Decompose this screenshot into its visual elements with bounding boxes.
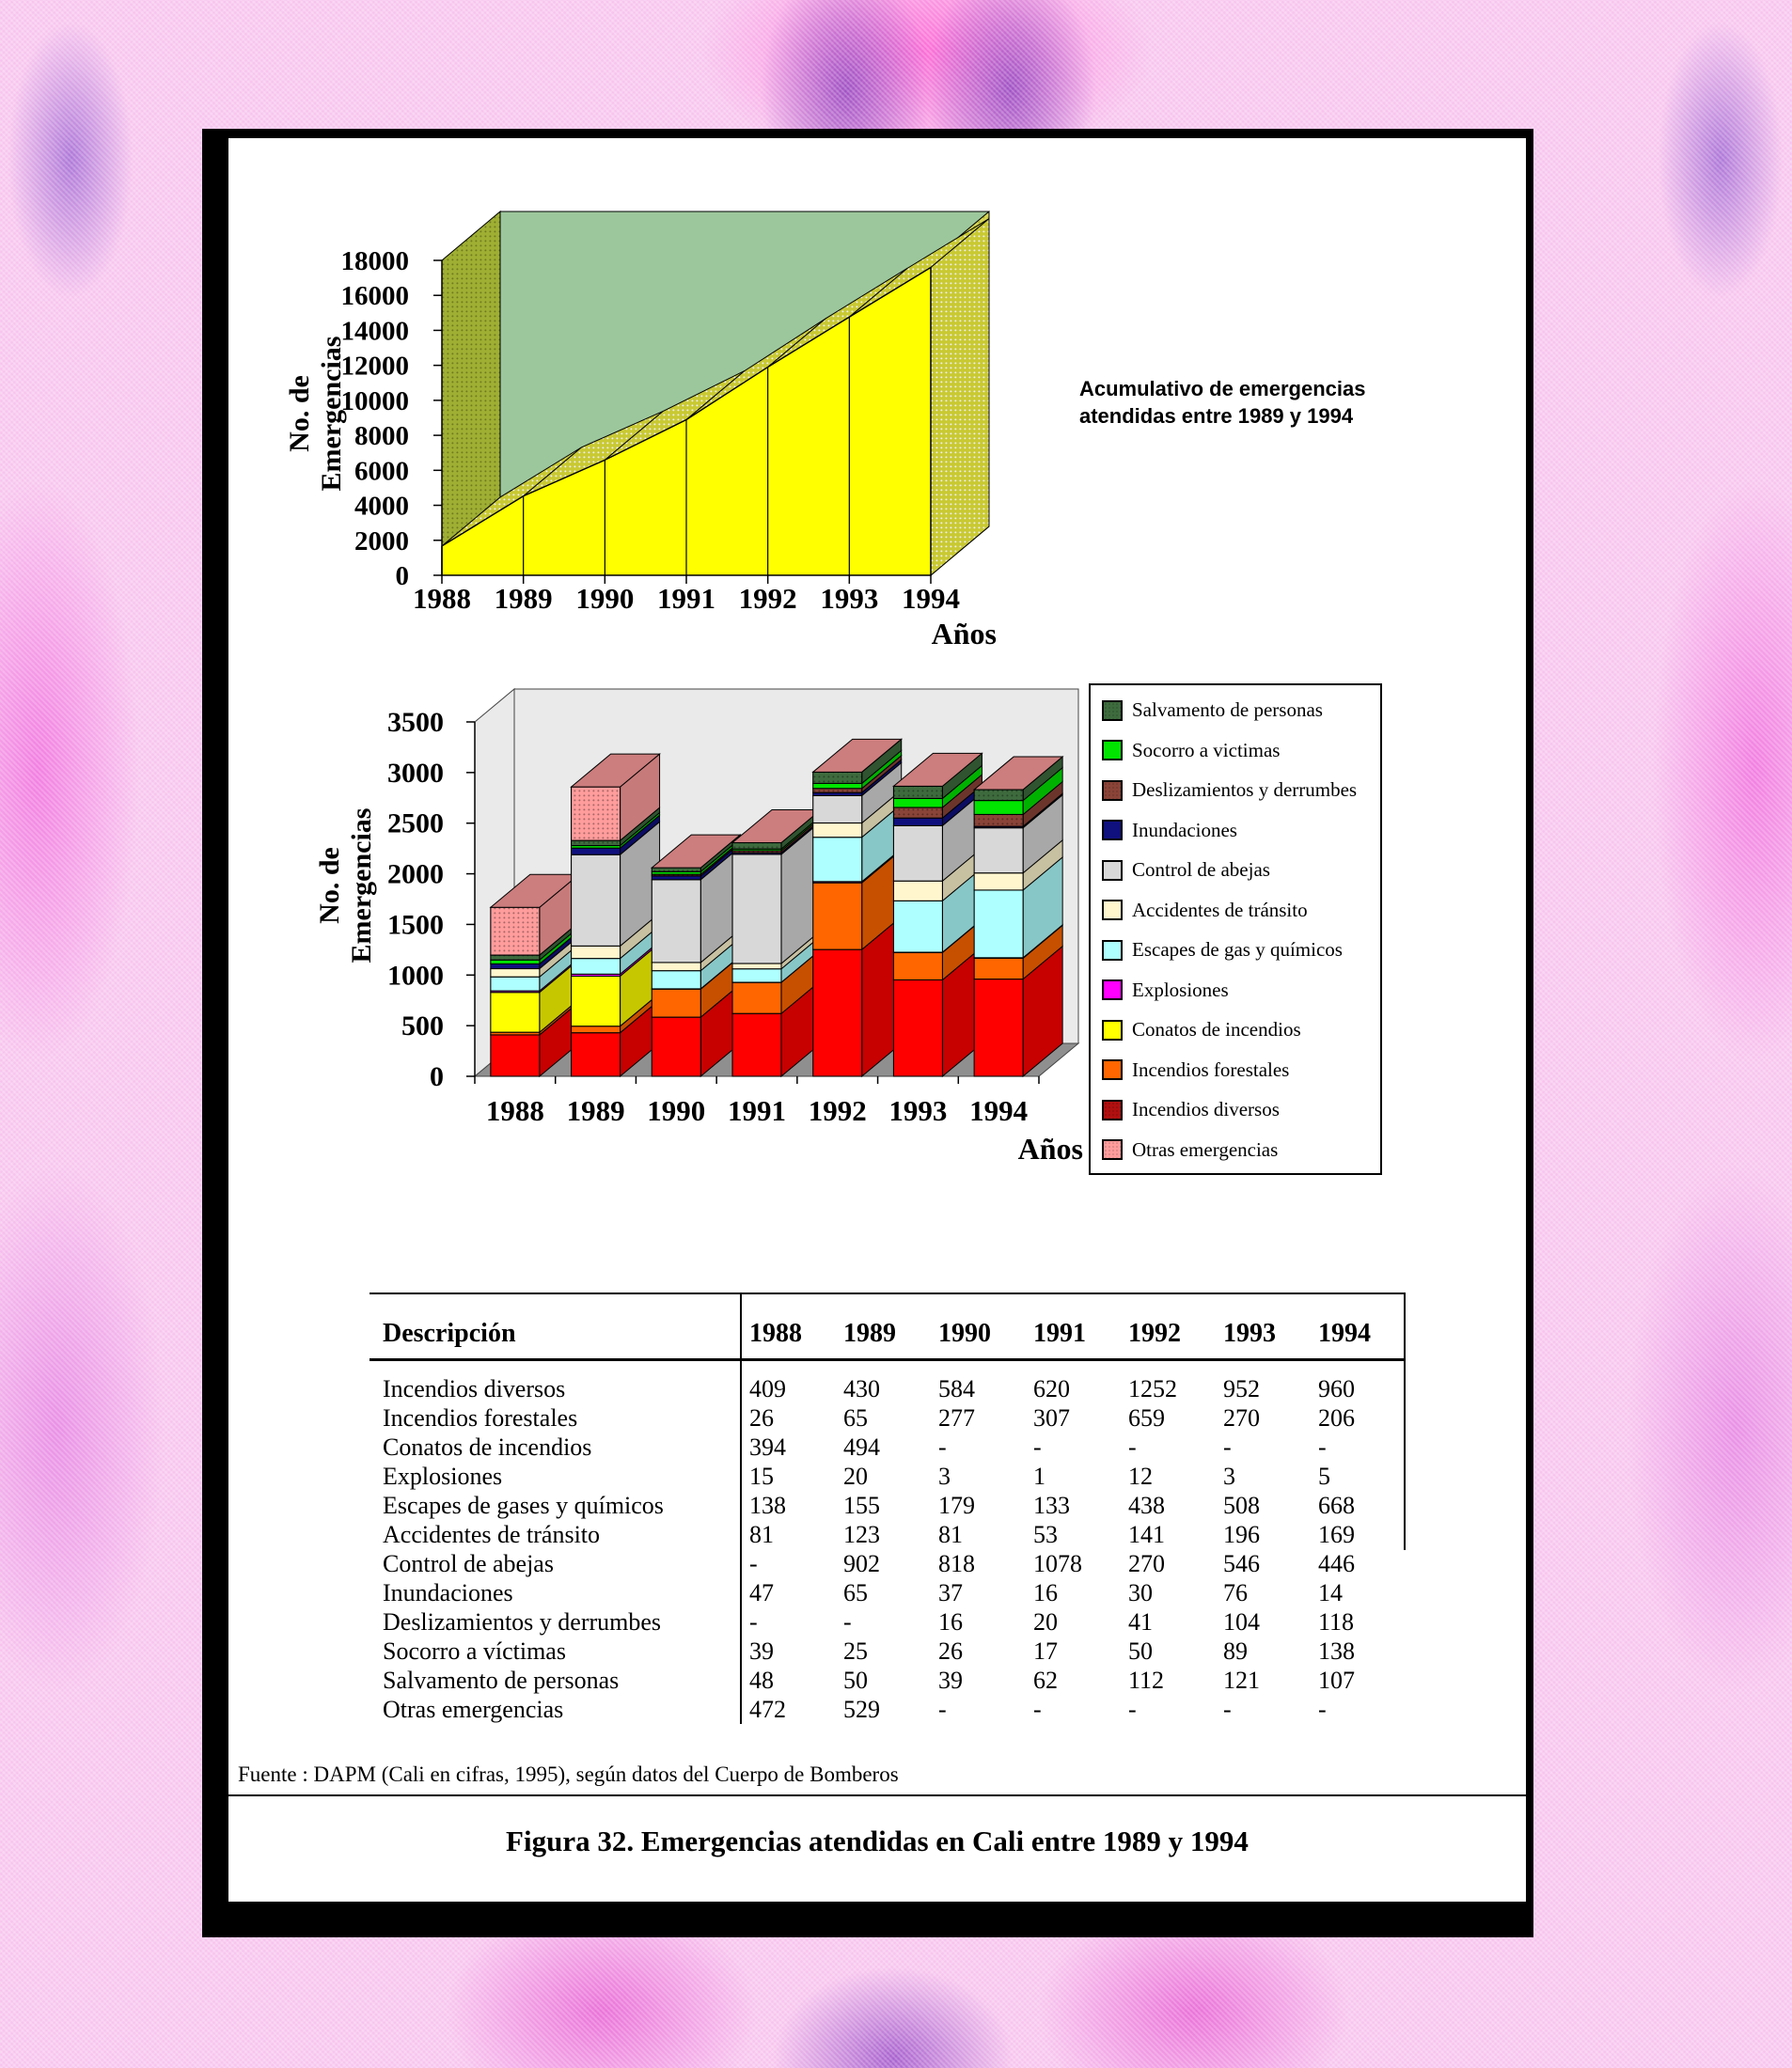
table-row-label: Incendios forestales [369, 1403, 741, 1433]
bar-1993 [893, 753, 982, 1076]
table-header-cell: 1993 [1216, 1293, 1311, 1360]
svg-text:1992: 1992 [738, 582, 797, 615]
table-row-label: Incendios diversos [369, 1374, 741, 1403]
svg-text:0: 0 [430, 1061, 444, 1092]
table-row-label: Control de abejas [369, 1549, 741, 1578]
table-row-label: Deslizamientos y derrumbes [369, 1607, 741, 1637]
legend-item [1102, 899, 1375, 922]
svg-text:1990: 1990 [575, 582, 635, 615]
legend-label: Conatos de incendios [1132, 1018, 1301, 1042]
legend-swatch-icon [1102, 1100, 1123, 1120]
legend-label: Socorro a victimas [1132, 738, 1281, 761]
legend-label: Salvamento de personas [1132, 698, 1323, 721]
table-cell: 1 [1033, 1462, 1045, 1490]
svg-text:0: 0 [395, 561, 409, 591]
svg-text:Años: Años [931, 617, 997, 650]
legend-swatch-icon [1102, 700, 1123, 721]
table-cell: 37 [938, 1578, 963, 1606]
table-cell: 112 [1128, 1666, 1165, 1694]
table-cell: 65 [843, 1403, 868, 1432]
legend-label: Incendios diversos [1132, 1098, 1280, 1121]
chart-legend [1089, 683, 1382, 1175]
svg-text:8000: 8000 [354, 421, 409, 452]
svg-text:2000: 2000 [354, 525, 409, 556]
table-cell: 818 [938, 1549, 975, 1577]
bar-1990 [652, 835, 740, 1076]
area-chart-ylabel: No. deEmergencias [284, 336, 347, 492]
table-cell: 472 [749, 1695, 786, 1723]
svg-text:16000: 16000 [340, 281, 409, 312]
table-cell: 41 [1128, 1607, 1153, 1636]
table-cell: 16 [1033, 1578, 1058, 1606]
table-cell: 277 [938, 1403, 975, 1432]
table-cell: 81 [938, 1520, 963, 1548]
table-cell: 584 [938, 1374, 975, 1402]
legend-label: Otras emergencias [1132, 1137, 1279, 1161]
legend-label: Explosiones [1132, 978, 1229, 1001]
legend-swatch-icon [1102, 940, 1123, 961]
table-cell: 26 [749, 1403, 774, 1432]
svg-text:1991: 1991 [657, 582, 715, 615]
table-cell: 12 [1128, 1462, 1153, 1490]
table-cell: 47 [749, 1578, 774, 1606]
table-header-cell: 1988 [741, 1293, 836, 1360]
table-cell: 508 [1223, 1491, 1260, 1519]
table-row [369, 1433, 1406, 1462]
table-cell: 196 [1223, 1520, 1260, 1548]
table-row [369, 1666, 1406, 1695]
table-row-label: Explosiones [369, 1462, 741, 1491]
legend-item [1102, 778, 1375, 802]
svg-text:1989: 1989 [494, 582, 553, 615]
table-cell: 3 [938, 1462, 951, 1490]
stacked-bar-chart [282, 639, 1091, 1180]
legend-swatch-icon [1102, 780, 1123, 801]
svg-text:1994: 1994 [969, 1094, 1029, 1127]
svg-text:1500: 1500 [387, 909, 444, 941]
svg-text:1993: 1993 [820, 582, 879, 615]
table-cell: 118 [1318, 1607, 1355, 1636]
table-cell: 659 [1128, 1403, 1165, 1432]
svg-text:2500: 2500 [387, 807, 444, 839]
legend-item [1102, 739, 1375, 762]
table-cell: 26 [938, 1637, 963, 1665]
table-row [369, 1462, 1406, 1491]
table-cell: 76 [1223, 1578, 1248, 1606]
table-cell: 50 [843, 1666, 868, 1694]
legend-item [1102, 1018, 1375, 1042]
table-cell: - [1318, 1695, 1327, 1723]
table-row [369, 1403, 1406, 1433]
bar-1994 [974, 757, 1062, 1076]
table-cell: 902 [843, 1549, 880, 1577]
table-cell: 5 [1318, 1462, 1330, 1490]
table-cell: 960 [1318, 1374, 1355, 1402]
table-row [369, 1520, 1406, 1549]
area-chart-plot [341, 212, 998, 650]
table-header-cell: 1991 [1026, 1293, 1121, 1360]
table-header-cell: 1994 [1311, 1293, 1406, 1360]
svg-text:1993: 1993 [888, 1094, 948, 1127]
legend-swatch-icon [1102, 740, 1123, 760]
svg-text:4000: 4000 [354, 491, 409, 522]
table-cell: 438 [1128, 1491, 1165, 1519]
table-cell: - [749, 1607, 758, 1636]
legend-label: Control de abejas [1132, 858, 1270, 882]
table-cell: 123 [843, 1520, 880, 1548]
legend-swatch-icon [1102, 1059, 1123, 1080]
table-row-label: Conatos de incendios [369, 1433, 741, 1462]
table-cell: - [843, 1607, 852, 1636]
table-cell: 529 [843, 1695, 880, 1723]
table-cell: 270 [1223, 1403, 1260, 1432]
legend-item [1102, 979, 1375, 1002]
figure-caption: Figura 32. Emergencias atendidas en Cali entre 1989 y 1994 [506, 1825, 1249, 1857]
table-cell: 270 [1128, 1549, 1165, 1577]
table-cell: 169 [1318, 1520, 1355, 1548]
table-cell: - [1318, 1433, 1327, 1461]
svg-text:10000: 10000 [340, 385, 409, 416]
table-cell: 394 [749, 1433, 786, 1461]
table-row-label: Escapes de gases y químicos [369, 1491, 741, 1520]
source-note: Fuente : DAPM (Cali en cifras, 1995), según datos del Cuerpo de Bomberos [238, 1762, 899, 1786]
legend-item [1102, 938, 1375, 962]
table-cell: 409 [749, 1374, 786, 1402]
table-cell: 307 [1033, 1403, 1070, 1432]
legend-swatch-icon [1102, 1139, 1123, 1160]
table-cell: 14 [1318, 1578, 1343, 1606]
table-cell: - [1223, 1695, 1232, 1723]
svg-text:6000: 6000 [354, 456, 409, 487]
table-header-cell: 1990 [931, 1293, 1026, 1360]
chart-annotation-line1: Acumulativo de emergencias [1079, 377, 1366, 400]
bar-1988 [491, 874, 579, 1076]
bar-chart-ylabel: No. deEmergencias [314, 807, 377, 964]
table-cell: 65 [843, 1578, 868, 1606]
svg-text:1991: 1991 [728, 1094, 786, 1127]
table-cell: - [1033, 1433, 1042, 1461]
legend-swatch-icon [1102, 979, 1123, 1000]
table-cell: 20 [843, 1462, 868, 1490]
legend-item [1102, 1138, 1375, 1162]
table-cell: 53 [1033, 1520, 1058, 1548]
svg-text:2000: 2000 [387, 858, 444, 890]
table-cell: 16 [938, 1607, 963, 1636]
table-cell: 104 [1223, 1607, 1260, 1636]
table-cell: 668 [1318, 1491, 1355, 1519]
svg-text:3500: 3500 [387, 707, 444, 738]
table-cell: 141 [1128, 1520, 1165, 1548]
table-cell: 494 [843, 1433, 880, 1461]
table-row-label: Inundaciones [369, 1578, 741, 1607]
document-page [228, 138, 1526, 1902]
table-cell: 15 [749, 1462, 774, 1490]
table-row-label: Accidentes de tránsito [369, 1520, 741, 1549]
table-cell: 138 [1318, 1637, 1355, 1665]
svg-text:Años: Años [1017, 1132, 1083, 1166]
table-header-cell: Descripción [369, 1293, 741, 1360]
legend-label: Accidentes de tránsito [1132, 898, 1308, 921]
svg-text:1988: 1988 [485, 1094, 544, 1127]
chart-annotation-line2: atendidas entre 1989 y 1994 [1079, 404, 1354, 428]
table-cell: - [938, 1433, 947, 1461]
table-cell: - [1223, 1433, 1232, 1461]
table-row [369, 1549, 1406, 1578]
legend-item [1102, 1098, 1375, 1121]
table-cell: 1078 [1033, 1549, 1082, 1577]
legend-swatch-icon [1102, 860, 1123, 881]
table-cell: 81 [749, 1520, 774, 1548]
bar-1991 [732, 810, 821, 1076]
svg-text:500: 500 [401, 1010, 444, 1042]
legend-label: Inundaciones [1132, 818, 1237, 841]
table-cell: 138 [749, 1491, 786, 1519]
table-cell: 446 [1318, 1549, 1355, 1577]
svg-text:1992: 1992 [808, 1094, 867, 1127]
svg-text:14000: 14000 [340, 316, 409, 347]
table-cell: 107 [1318, 1666, 1355, 1694]
table-cell: 155 [843, 1491, 880, 1519]
table-cell: 1252 [1128, 1374, 1177, 1402]
table-row [369, 1578, 1406, 1607]
table-cell: 62 [1033, 1666, 1058, 1694]
svg-text:1994: 1994 [902, 582, 960, 615]
table-cell: 620 [1033, 1374, 1070, 1402]
table-header-cell: 1992 [1121, 1293, 1216, 1360]
table-row [369, 1637, 1406, 1666]
svg-text:1988: 1988 [413, 582, 471, 615]
svg-text:1989: 1989 [566, 1094, 625, 1127]
chart-annotation [1079, 375, 1418, 430]
svg-text:18000: 18000 [340, 246, 409, 276]
legend-swatch-icon [1102, 1020, 1123, 1041]
svg-text:1000: 1000 [387, 960, 444, 992]
table-cell: 179 [938, 1491, 975, 1519]
table-cell: 430 [843, 1374, 880, 1402]
table-cell: 121 [1223, 1666, 1260, 1694]
legend-label: Deslizamientos y derrumbes [1132, 778, 1358, 802]
table-cell: 133 [1033, 1491, 1070, 1519]
table-row [369, 1374, 1406, 1403]
data-table [369, 1292, 1406, 1724]
bar-chart-plot [387, 689, 1083, 1166]
svg-text:12000: 12000 [340, 351, 409, 382]
table-header-row [369, 1293, 1406, 1360]
table-cell: 952 [1223, 1374, 1260, 1402]
table-cell: 546 [1223, 1549, 1260, 1577]
table-cell: 17 [1033, 1637, 1058, 1665]
legend-item [1102, 819, 1375, 842]
table-cell: 206 [1318, 1403, 1355, 1432]
table-cell: 25 [843, 1637, 868, 1665]
table-cell: 39 [938, 1666, 963, 1694]
legend-item [1102, 698, 1375, 722]
table-cell: 3 [1223, 1462, 1235, 1490]
legend-item [1102, 858, 1375, 882]
table-row-label: Otras emergencias [369, 1695, 741, 1724]
svg-text:3000: 3000 [387, 757, 444, 789]
table-row-label: Socorro a víctimas [369, 1637, 741, 1666]
table-cell: - [1033, 1695, 1042, 1723]
table-cell: - [1128, 1433, 1137, 1461]
legend-swatch-icon [1102, 900, 1123, 920]
table-row [369, 1695, 1406, 1724]
bar-1992 [813, 739, 902, 1076]
legend-label: Incendios forestales [1132, 1058, 1290, 1081]
table-cell: 48 [749, 1666, 774, 1694]
table-row [369, 1491, 1406, 1520]
table-cell: 30 [1128, 1578, 1153, 1606]
legend-label: Escapes de gas y químicos [1132, 938, 1343, 962]
table-cell: - [1128, 1695, 1137, 1723]
table-header-cell: 1989 [836, 1293, 931, 1360]
legend-swatch-icon [1102, 820, 1123, 840]
table-cell: - [749, 1549, 758, 1577]
data-table-wrap [369, 1292, 1406, 1724]
cumulative-area-chart [263, 179, 1091, 653]
bar-1989 [572, 754, 660, 1076]
table-cell: 89 [1223, 1637, 1248, 1665]
table-cell: 20 [1033, 1607, 1058, 1636]
table-row [369, 1607, 1406, 1637]
svg-text:1990: 1990 [647, 1094, 706, 1127]
table-row-label: Salvamento de personas [369, 1666, 741, 1695]
legend-item [1102, 1058, 1375, 1082]
table-cell: 50 [1128, 1637, 1153, 1665]
table-right-border [1404, 1292, 1406, 1550]
table-cell: - [938, 1695, 947, 1723]
footer-rule [228, 1794, 1526, 1796]
table-cell: 39 [749, 1637, 774, 1665]
